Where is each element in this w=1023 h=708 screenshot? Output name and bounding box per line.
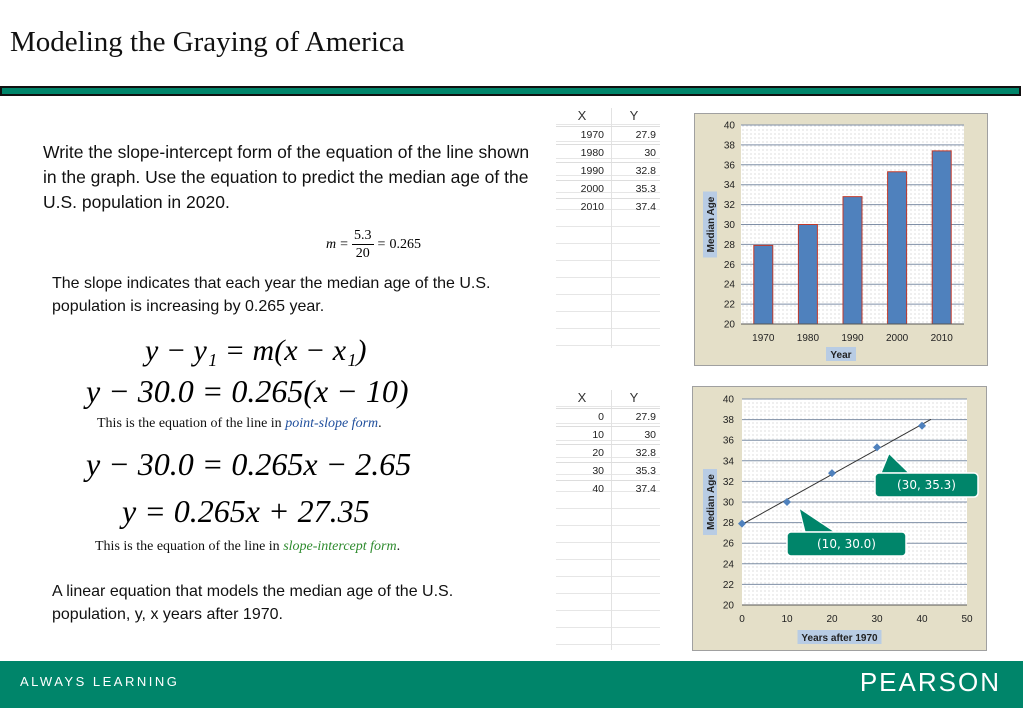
cell-y: 32.8 [635,165,656,177]
cell-x: 1980 [580,147,604,159]
x-axis-label: Years after 1970 [801,633,878,644]
table-header-y: Y [629,108,639,123]
x-tick-label: 2010 [930,333,953,344]
cell-x: 0 [598,411,604,423]
y-tick-label: 20 [723,319,735,331]
y-tick-label: 40 [723,120,735,132]
cell-y: 35.3 [635,183,656,195]
table-row [556,480,660,498]
table-row [556,426,660,444]
cell-x: 2010 [580,201,604,213]
y-tick-label: 30 [723,220,735,231]
slope-intercept-term: slope-intercept form [283,539,397,554]
slope-denominator: 20 [355,246,370,261]
bottom-note: A linear equation that models the median age of the U.S. population, y, x years after 1970. [52,583,454,623]
table-header [556,390,660,408]
slope-intercept-note-prefix: This is the equation of the line in [95,539,284,554]
y-tick-label: 28 [722,518,734,530]
cell-x: 20 [592,447,604,459]
footer-tagline: ALWAYS LEARNING [20,674,180,689]
slope-numerator: 5.3 [354,228,372,243]
x-axis-label: Year [830,350,852,361]
y-tick-label: 34 [723,180,735,192]
y-tick-label: 24 [722,559,734,571]
table-header-x: X [577,390,587,405]
equation-slope-intercept: y = 0.265x + 27.35 [122,493,370,529]
cell-x: 10 [592,429,604,441]
table-row [556,444,660,462]
slope-result: 0.265 [389,236,421,252]
x-tick-label: 20 [826,614,838,625]
y-tick-label: 26 [723,259,735,271]
bar [932,151,951,324]
equation-expanded: y − 30.0 = 0.265x − 2.65 [86,446,412,482]
table-row [556,144,660,162]
y-axis-label: Median Age [706,196,717,253]
y-tick-label: 32 [722,476,734,488]
question-text: Write the slope-intercept form of the equation of the line shown in the graph. Use the equation to predict the median age of the U.S. population in 2020. [43,142,530,212]
equation-general: y − y₁ = m(x − x₁) [145,334,367,367]
cell-x: 2000 [580,183,604,195]
x-tick-label: 0 [739,614,745,625]
table-header-x: X [577,108,587,123]
x-tick-label: 30 [871,614,883,625]
cell-y: 27.9 [635,129,656,141]
table-row [556,408,660,426]
data-table-years [556,108,660,348]
point-slope-note [97,416,382,432]
callout-label: (10, 30.0) [817,537,876,551]
table-row [556,198,660,216]
y-tick-label: 28 [723,239,735,251]
bar [754,245,773,324]
slope-calculation [326,227,421,262]
table-row [556,180,660,198]
cell-y: 30 [644,429,656,441]
x-tick-label: 1990 [841,333,864,344]
bar [798,225,817,325]
point-slope-period: . [378,416,382,431]
bar [888,172,907,324]
cell-y: 27.9 [635,411,656,423]
slope-fraction [352,227,374,262]
point-slope-term: point-slope form [285,416,379,431]
data-table-years-after [556,390,660,650]
table-row [556,162,660,180]
slope-intercept-note [95,539,400,555]
point-slope-note-prefix: This is the equation of the line in [97,416,286,431]
callout-label: (30, 35.3) [897,478,956,492]
cell-y: 37.4 [635,483,656,495]
cell-x: 1970 [580,129,604,141]
y-tick-label: 32 [723,200,735,212]
cell-x: 30 [592,465,604,477]
y-tick-label: 22 [723,299,735,311]
scatter-chart-median-age [692,386,987,651]
y-tick-label: 26 [722,538,734,550]
x-tick-label: 1970 [752,333,775,344]
title-banner [0,86,1021,96]
bar [843,197,862,324]
x-tick-label: 2000 [885,333,909,344]
table-row [556,462,660,480]
slope-note: The slope indicates that each year the median age of the U.S. population is increasing by 0.265 year. [52,275,491,315]
y-tick-label: 24 [723,279,735,291]
slope-intercept-period: . [396,539,401,554]
y-tick-label: 20 [722,600,734,612]
y-tick-label: 36 [723,160,735,172]
slope-equals-2: = [377,236,386,252]
table-header-y: Y [629,390,639,405]
cell-x: 1990 [580,165,604,177]
y-tick-label: 40 [722,394,734,406]
pearson-logo: PEARSON [859,667,1001,697]
cell-y: 35.3 [635,465,656,477]
x-tick-label: 50 [961,614,973,625]
bar-chart-median-age [694,113,988,366]
x-tick-label: 40 [916,614,928,625]
cell-x: 40 [592,483,604,495]
cell-y: 37.4 [635,201,656,213]
y-tick-label: 22 [722,579,734,591]
x-tick-label: 1980 [796,333,820,344]
cell-y: 30 [644,147,656,159]
y-tick-label: 38 [723,140,735,152]
x-tick-label: 10 [781,614,793,625]
slope-m: m [326,236,337,252]
y-tick-label: 36 [722,435,734,447]
cell-y: 32.8 [635,447,656,459]
equation-point-slope: y − 30.0 = 0.265(x − 10) [86,373,409,409]
y-tick-label: 34 [722,456,734,468]
y-tick-label: 38 [722,415,734,427]
y-tick-label: 30 [722,497,734,509]
y-axis-label: Median Age [706,474,717,530]
page-title: Modeling the Graying of America [10,26,405,58]
table-header [556,108,660,126]
slope-equals-1: = [340,236,349,252]
table-row [556,126,660,144]
